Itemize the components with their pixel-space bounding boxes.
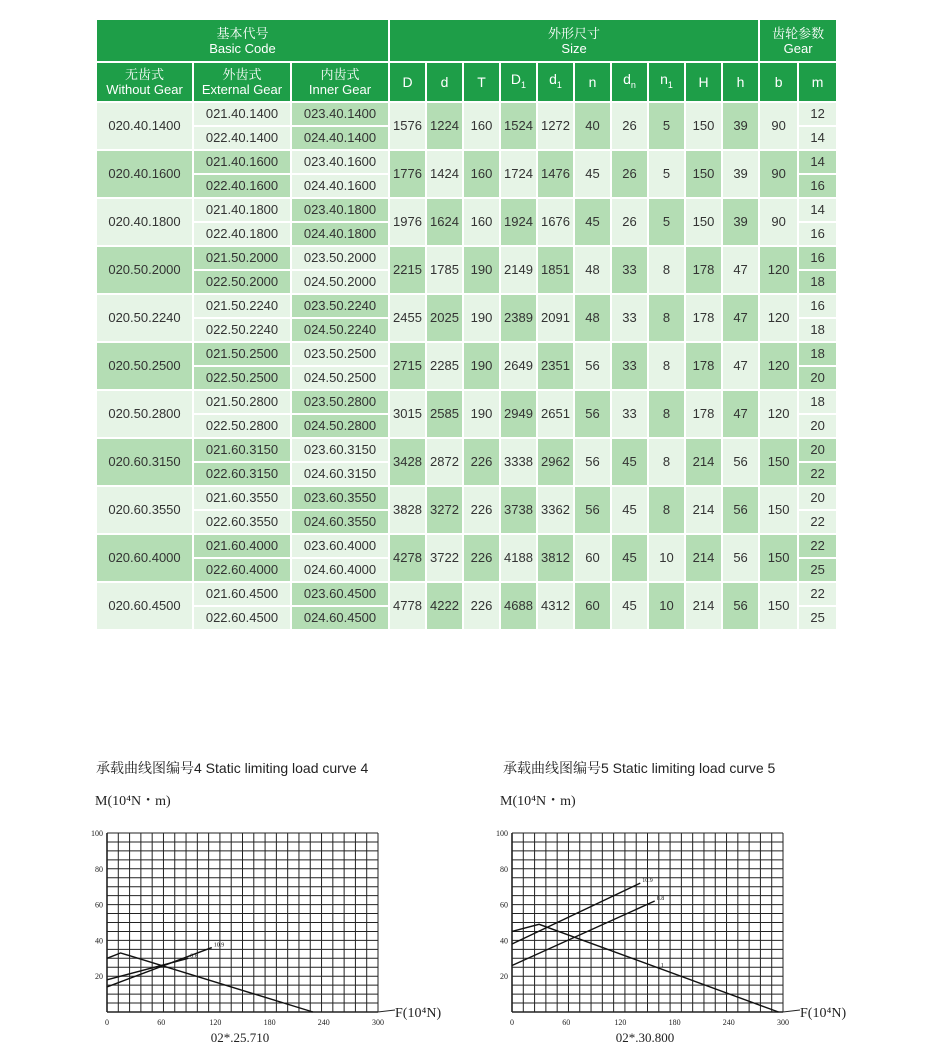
inner-gear-code: 024.50.2000 (291, 270, 389, 294)
size-value-dn: 26 (611, 102, 648, 150)
x-tick-label: 180 (263, 1018, 276, 1027)
size-value-n1: 8 (648, 390, 685, 438)
inner-gear-code: 024.50.2500 (291, 366, 389, 390)
size-value-d1: 4188 (500, 534, 537, 582)
size-value-t: 190 (463, 246, 500, 294)
table-row (96, 342, 837, 366)
y-tick-label: 100 (496, 829, 508, 838)
series-label: 10.9 (642, 878, 653, 885)
size-value-d1: 2389 (500, 294, 537, 342)
size-value-d1: 2351 (537, 342, 574, 390)
size-value-t: 160 (463, 150, 500, 198)
col-header-h: H (685, 62, 722, 102)
series-label: 8.8 (656, 896, 665, 903)
size-value-dn: 33 (611, 390, 648, 438)
size-value-h: 214 (685, 486, 722, 534)
size-value-b: 120 (759, 390, 798, 438)
external-gear-code: 021.50.2800 (193, 390, 291, 414)
size-value-h: 47 (722, 342, 759, 390)
table-row (96, 246, 837, 270)
size-value-dn: 45 (611, 534, 648, 582)
size-value-b: 120 (759, 246, 798, 294)
size-value-d: 1576 (389, 102, 426, 150)
without-gear-code: 020.50.2240 (96, 294, 193, 342)
size-value-d1: 1724 (500, 150, 537, 198)
size-value-dn: 45 (611, 582, 648, 630)
size-value-d1: 1476 (537, 150, 574, 198)
y-tick-label: 40 (500, 936, 508, 946)
series-label: 10.9 (213, 942, 225, 949)
inner-gear-code: 024.60.4000 (291, 558, 389, 582)
size-value-t: 226 (463, 582, 500, 630)
inner-gear-code: 023.50.2500 (291, 342, 389, 366)
size-value-b: 120 (759, 294, 798, 342)
size-value-h: 214 (685, 438, 722, 486)
external-gear-code: 021.60.3150 (193, 438, 291, 462)
inner-gear-code: 024.50.2800 (291, 414, 389, 438)
inner-gear-code: 023.60.4500 (291, 582, 389, 606)
size-value-dn: 33 (611, 342, 648, 390)
size-value-t: 226 (463, 486, 500, 534)
size-value-d1: 1924 (500, 198, 537, 246)
size-value-h: 39 (722, 150, 759, 198)
size-value-n: 48 (574, 294, 611, 342)
external-gear-header: 外齿式 External Gear (193, 62, 291, 102)
inner-gear-code: 024.60.3550 (291, 510, 389, 534)
col-header-d: D (389, 62, 426, 102)
without-gear-code: 020.60.3150 (96, 438, 193, 486)
external-gear-code: 021.50.2500 (193, 342, 291, 366)
size-value-d1: 3362 (537, 486, 574, 534)
table-row (96, 486, 837, 510)
series-line-1 (512, 924, 778, 1012)
size-value-t: 190 (463, 294, 500, 342)
size-value-dn: 45 (611, 486, 648, 534)
table-row (96, 534, 837, 558)
size-value-h: 56 (722, 438, 759, 486)
size-value-d: 2455 (389, 294, 426, 342)
x-tick-label: 0 (105, 1018, 109, 1027)
size-value-n1: 5 (648, 198, 685, 246)
x-tick-label: 60 (157, 1018, 166, 1027)
size-value-d: 1776 (389, 150, 426, 198)
gear-module: 20 (798, 438, 837, 462)
size-value-dn: 33 (611, 294, 648, 342)
size-value-d: 4222 (426, 582, 463, 630)
size-value-t: 160 (463, 102, 500, 150)
inner-gear-code: 024.40.1600 (291, 174, 389, 198)
size-value-h: 178 (685, 390, 722, 438)
external-gear-code: 021.60.4500 (193, 582, 291, 606)
size-value-h: 39 (722, 102, 759, 150)
x-axis-leader (783, 1010, 800, 1012)
external-gear-code: 021.40.1400 (193, 102, 291, 126)
inner-gear-code: 023.50.2000 (291, 246, 389, 270)
inner-gear-code: 024.60.3150 (291, 462, 389, 486)
size-value-n1: 8 (648, 486, 685, 534)
size-value-d: 1624 (426, 198, 463, 246)
inner-gear-code: 023.40.1800 (291, 198, 389, 222)
size-value-h: 47 (722, 390, 759, 438)
y-tick-label: 80 (95, 864, 103, 874)
table-row (96, 150, 837, 174)
size-value-b: 90 (759, 198, 798, 246)
col-header-n: n (574, 62, 611, 102)
col-header-h: h (722, 62, 759, 102)
x-tick-label: 240 (722, 1018, 735, 1027)
without-gear-code: 020.50.2500 (96, 342, 193, 390)
size-value-d1: 2149 (500, 246, 537, 294)
gear-header: 齿轮参数 Gear (759, 19, 837, 62)
inner-gear-code: 023.60.3150 (291, 438, 389, 462)
size-value-d: 4278 (389, 534, 426, 582)
load-curve-5-chart (485, 785, 865, 1050)
size-value-t: 160 (463, 198, 500, 246)
inner-gear-code: 024.50.2240 (291, 318, 389, 342)
without-gear-code: 020.50.2800 (96, 390, 193, 438)
size-value-d: 2585 (426, 390, 463, 438)
size-value-h: 47 (722, 246, 759, 294)
gear-module: 18 (798, 270, 837, 294)
x-tick-label: 120 (614, 1018, 627, 1027)
inner-gear-code: 023.60.4000 (291, 534, 389, 558)
size-value-d1: 1272 (537, 102, 574, 150)
gear-module: 16 (798, 246, 837, 270)
size-value-n: 48 (574, 246, 611, 294)
size-value-b: 90 (759, 102, 798, 150)
size-value-n: 40 (574, 102, 611, 150)
external-gear-code: 022.50.2800 (193, 414, 291, 438)
size-value-n1: 8 (648, 246, 685, 294)
x-axis-label: F(10⁴N) (800, 1006, 847, 1021)
size-value-d: 4778 (389, 582, 426, 630)
gear-module: 18 (798, 342, 837, 366)
size-value-h: 39 (722, 198, 759, 246)
size-value-t: 226 (463, 438, 500, 486)
size-value-b: 150 (759, 438, 798, 486)
size-value-h: 178 (685, 294, 722, 342)
load-curve-4-chart (80, 785, 460, 1050)
size-value-d: 3428 (389, 438, 426, 486)
table-row (96, 582, 837, 606)
y-tick-label: 20 (95, 972, 103, 982)
size-value-h: 178 (685, 246, 722, 294)
gear-module: 14 (798, 198, 837, 222)
size-value-d: 1976 (389, 198, 426, 246)
series-label: 1 (660, 963, 664, 970)
size-value-d: 3272 (426, 486, 463, 534)
x-tick-label: 120 (209, 1018, 222, 1027)
gear-module: 14 (798, 150, 837, 174)
size-value-n1: 8 (648, 342, 685, 390)
y-tick-label: 100 (91, 829, 103, 838)
table-row (96, 198, 837, 222)
gear-module: 16 (798, 294, 837, 318)
inner-gear-header: 内齿式 Inner Gear (291, 62, 389, 102)
without-gear-code: 020.40.1400 (96, 102, 193, 150)
size-value-h: 214 (685, 534, 722, 582)
size-value-d1: 2949 (500, 390, 537, 438)
x-tick-label: 0 (510, 1018, 514, 1027)
table-row (96, 438, 837, 462)
size-value-t: 190 (463, 342, 500, 390)
size-value-b: 150 (759, 582, 798, 630)
external-gear-code: 022.60.4500 (193, 606, 291, 630)
size-value-n: 56 (574, 342, 611, 390)
size-value-n: 56 (574, 486, 611, 534)
size-header: 外形尺寸 Size (389, 19, 759, 62)
inner-gear-code: 024.40.1800 (291, 222, 389, 246)
without-gear-header: 无齿式 Without Gear (96, 62, 193, 102)
spec-table (95, 18, 838, 631)
col-header-b: b (759, 62, 798, 102)
col-header-t: T (463, 62, 500, 102)
col-header-d1: $D_1$ (500, 62, 537, 102)
gear-module: 12 (798, 102, 837, 126)
size-value-b: 90 (759, 150, 798, 198)
inner-gear-code: 023.40.1600 (291, 150, 389, 174)
inner-gear-code: 023.60.3550 (291, 486, 389, 510)
gear-module: 20 (798, 414, 837, 438)
size-value-h: 178 (685, 342, 722, 390)
x-axis-label: F(10⁴N) (395, 1006, 442, 1021)
table-row (96, 294, 837, 318)
x-tick-label: 300 (777, 1018, 789, 1027)
without-gear-code: 020.40.1600 (96, 150, 193, 198)
size-value-n1: 5 (648, 102, 685, 150)
size-value-h: 150 (685, 150, 722, 198)
size-value-dn: 26 (611, 198, 648, 246)
size-value-n: 45 (574, 198, 611, 246)
size-value-t: 190 (463, 390, 500, 438)
gear-module: 25 (798, 606, 837, 630)
size-value-d: 1785 (426, 246, 463, 294)
size-value-d: 1224 (426, 102, 463, 150)
size-value-d1: 2091 (537, 294, 574, 342)
gear-module: 18 (798, 390, 837, 414)
x-tick-label: 300 (372, 1018, 384, 1027)
external-gear-code: 022.50.2240 (193, 318, 291, 342)
x-tick-label: 60 (562, 1018, 571, 1027)
y-tick-label: 80 (500, 864, 508, 874)
external-gear-code: 022.60.3550 (193, 510, 291, 534)
size-value-d: 2025 (426, 294, 463, 342)
external-gear-code: 021.60.4000 (193, 534, 291, 558)
col-header-dn: $d_n$ (611, 62, 648, 102)
series-label: 8.8 (190, 953, 198, 960)
size-value-n: 56 (574, 438, 611, 486)
col-header-d: d (426, 62, 463, 102)
size-value-h: 150 (685, 102, 722, 150)
y-tick-label: 40 (95, 936, 103, 946)
gear-module: 16 (798, 174, 837, 198)
gear-module: 20 (798, 486, 837, 510)
inner-gear-code: 023.50.2800 (291, 390, 389, 414)
size-value-h: 150 (685, 198, 722, 246)
without-gear-code: 020.60.4000 (96, 534, 193, 582)
size-value-n1: 8 (648, 438, 685, 486)
size-value-d1: 1524 (500, 102, 537, 150)
y-axis-label: M(10⁴N・m) (500, 794, 576, 809)
size-value-d1: 3738 (500, 486, 537, 534)
gear-module: 14 (798, 126, 837, 150)
size-value-b: 150 (759, 534, 798, 582)
size-value-n1: 8 (648, 294, 685, 342)
external-gear-code: 021.50.2000 (193, 246, 291, 270)
without-gear-code: 020.60.4500 (96, 582, 193, 630)
size-value-d1: 2962 (537, 438, 574, 486)
size-value-b: 150 (759, 486, 798, 534)
gear-module: 18 (798, 318, 837, 342)
inner-gear-code: 024.60.4500 (291, 606, 389, 630)
series-label: 1 (218, 977, 222, 984)
table-row (96, 390, 837, 414)
size-value-d1: 2651 (537, 390, 574, 438)
size-value-h: 56 (722, 534, 759, 582)
size-value-d: 2285 (426, 342, 463, 390)
chart-5-title: 承载曲线图编号5 Static limiting load curve 5 (503, 760, 776, 776)
size-value-d: 3828 (389, 486, 426, 534)
size-value-t: 226 (463, 534, 500, 582)
size-value-d1: 3812 (537, 534, 574, 582)
size-value-h: 56 (722, 582, 759, 630)
chart-caption: 02*.25.710 (210, 1030, 270, 1045)
external-gear-code: 022.40.1600 (193, 174, 291, 198)
y-axis-label: M(10⁴N・m) (95, 794, 171, 809)
size-value-d: 1424 (426, 150, 463, 198)
chart-caption: 02*.30.800 (615, 1030, 675, 1045)
size-value-n1: 10 (648, 534, 685, 582)
gear-module: 22 (798, 582, 837, 606)
inner-gear-code: 023.40.1400 (291, 102, 389, 126)
size-value-d1: 3338 (500, 438, 537, 486)
size-value-n: 45 (574, 150, 611, 198)
external-gear-code: 021.40.1600 (193, 150, 291, 174)
chart-4-title: 承载曲线图编号4 Static limiting load curve 4 (96, 760, 369, 776)
x-tick-label: 180 (668, 1018, 681, 1027)
inner-gear-code: 024.40.1400 (291, 126, 389, 150)
external-gear-code: 022.50.2500 (193, 366, 291, 390)
basic-code-header: 基本代号 Basic Code (96, 19, 389, 62)
y-tick-label: 20 (500, 972, 508, 982)
external-gear-code: 022.60.3150 (193, 462, 291, 486)
col-header-d1: $d_1$ (537, 62, 574, 102)
size-value-d: 2715 (389, 342, 426, 390)
gear-module: 22 (798, 534, 837, 558)
gear-module: 16 (798, 222, 837, 246)
gear-module: 22 (798, 462, 837, 486)
size-value-dn: 26 (611, 150, 648, 198)
size-value-d1: 1851 (537, 246, 574, 294)
col-header-n1: $n_1$ (648, 62, 685, 102)
size-value-n1: 10 (648, 582, 685, 630)
external-gear-code: 022.40.1400 (193, 126, 291, 150)
size-value-n: 60 (574, 582, 611, 630)
y-tick-label: 60 (500, 900, 508, 910)
external-gear-code: 022.40.1800 (193, 222, 291, 246)
size-value-d1: 2649 (500, 342, 537, 390)
size-value-d1: 1676 (537, 198, 574, 246)
without-gear-code: 020.50.2000 (96, 246, 193, 294)
size-value-n1: 5 (648, 150, 685, 198)
gear-module: 20 (798, 366, 837, 390)
size-value-dn: 33 (611, 246, 648, 294)
inner-gear-code: 023.50.2240 (291, 294, 389, 318)
x-axis-leader (378, 1010, 395, 1012)
without-gear-code: 020.40.1800 (96, 198, 193, 246)
gear-module: 25 (798, 558, 837, 582)
size-value-d1: 4312 (537, 582, 574, 630)
size-value-h: 214 (685, 582, 722, 630)
table-row (96, 102, 837, 126)
size-value-d: 2872 (426, 438, 463, 486)
external-gear-code: 022.60.4000 (193, 558, 291, 582)
external-gear-code: 021.50.2240 (193, 294, 291, 318)
external-gear-code: 021.60.3550 (193, 486, 291, 510)
size-value-d: 3722 (426, 534, 463, 582)
size-value-d: 2215 (389, 246, 426, 294)
without-gear-code: 020.60.3550 (96, 486, 193, 534)
size-value-h: 56 (722, 486, 759, 534)
size-value-b: 120 (759, 342, 798, 390)
external-gear-code: 021.40.1800 (193, 198, 291, 222)
size-value-h: 47 (722, 294, 759, 342)
gear-module: 22 (798, 510, 837, 534)
col-header-m: m (798, 62, 837, 102)
x-tick-label: 240 (317, 1018, 330, 1027)
size-value-d: 3015 (389, 390, 426, 438)
size-value-n: 56 (574, 390, 611, 438)
y-tick-label: 60 (95, 900, 103, 910)
external-gear-code: 022.50.2000 (193, 270, 291, 294)
size-value-d1: 4688 (500, 582, 537, 630)
size-value-dn: 45 (611, 438, 648, 486)
size-value-n: 60 (574, 534, 611, 582)
